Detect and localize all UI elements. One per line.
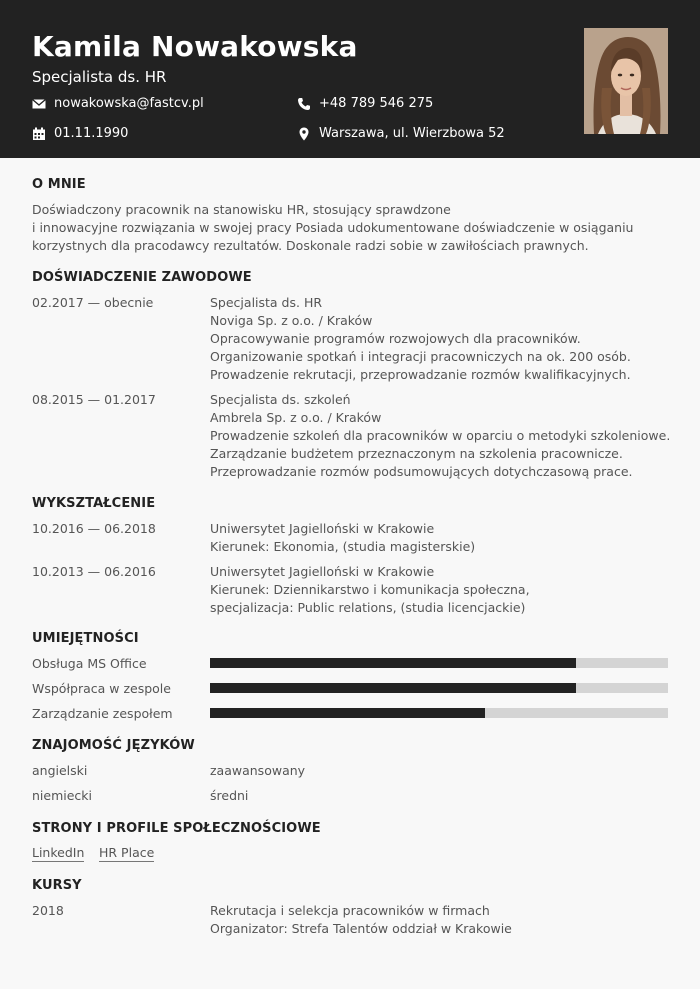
education-line: Uniwersytet Jagielloński w Krakowie — [210, 521, 435, 536]
skills-section-title: UMIEJĘTNOŚCI — [32, 631, 139, 646]
experience-line: Noviga Sp. z o.o. / Kraków — [210, 313, 373, 328]
education-line: Kierunek: Dziennikarstwo i komunikacja społeczna, — [210, 582, 530, 597]
calendar-icon — [32, 127, 46, 141]
education-line: specjalizacja: Public relations, (studia licencjackie) — [210, 600, 526, 615]
phone-text: +48 789 546 275 — [319, 96, 434, 111]
experience-line: Opracowywanie programów rozwojowych dla pracowników. — [210, 331, 581, 346]
profile-photo — [584, 28, 668, 134]
skill-bar — [210, 658, 668, 668]
course-year: 2018 — [32, 903, 64, 918]
resume-header — [0, 0, 700, 158]
birthdate-contact — [32, 126, 128, 141]
birthdate-text: 01.11.1990 — [54, 126, 129, 141]
experience-section-title: DOŚWIADCZENIE ZAWODOWE — [32, 270, 252, 285]
experience-period: 02.2017 — obecnie — [32, 295, 154, 310]
about-line: korzystnych dla pracodawcy rezultatów. Doskonale radzi sobie w zawiłościach prawnych. — [32, 238, 589, 253]
experience-line: Prowadzenie rekrutacji, przeprowadzanie rozmów kwalifikacyjnych. — [210, 367, 631, 382]
languages-section-title: ZNAJOMOŚĆ JĘZYKÓW — [32, 738, 195, 753]
profiles-section-title: STRONY I PROFILE SPOŁECZNOŚCIOWE — [32, 821, 321, 836]
about-section-title: O MNIE — [32, 177, 86, 192]
language-level: średni — [210, 788, 249, 803]
envelope-icon — [32, 97, 46, 111]
education-period: 10.2013 — 06.2016 — [32, 564, 156, 579]
course-line: Rekrutacja i selekcja pracowników w firmach — [210, 903, 490, 918]
about-line: i innowacyjne rozwiązania w swojej pracy Posiada udokumentowane doświadczenie w osiąganiu — [32, 220, 634, 235]
education-line: Kierunek: Ekonomia, (studia magisterskie) — [210, 539, 476, 554]
experience-line: Prowadzenie szkoleń dla pracowników w oparciu o metodyki szkoleniowe. — [210, 428, 671, 443]
experience-line: Organizowanie spotkań i integracji pracowniczych na ok. 200 osób. — [210, 349, 631, 364]
experience-line: Specjalista ds. HR — [210, 295, 323, 310]
skill-bar-fill — [210, 658, 576, 668]
portrait-image — [584, 28, 668, 134]
experience-line: Specjalista ds. szkoleń — [210, 392, 351, 407]
education-section-title: WYKSZTAŁCENIE — [32, 496, 156, 511]
email-contact — [32, 96, 204, 111]
skill-label: Obsługa MS Office — [32, 656, 147, 671]
experience-period: 08.2015 — 01.2017 — [32, 392, 156, 407]
about-line: Doświadczony pracownik na stanowisku HR, stosujący sprawdzone — [32, 202, 451, 217]
language-name: niemiecki — [32, 788, 93, 803]
course-line: Organizator: Strefa Talentów oddział w Krakowie — [210, 921, 512, 936]
skill-label: Współpraca w zespole — [32, 681, 171, 696]
skill-bar — [210, 683, 668, 693]
skill-bar-fill — [210, 708, 485, 718]
courses-section-title: KURSY — [32, 878, 82, 893]
location-pin-icon — [297, 127, 311, 141]
address-contact — [297, 126, 505, 141]
linkedin-link[interactable]: LinkedIn — [32, 845, 85, 860]
skill-bar — [210, 708, 668, 718]
language-name: angielski — [32, 763, 88, 778]
experience-line: Ambrela Sp. z o.o. / Kraków — [210, 410, 382, 425]
experience-line: Przeprowadzanie rozmów podsumowujących dotychczasową prace. — [210, 464, 633, 479]
phone-icon — [297, 97, 311, 111]
address-text: Warszawa, ul. Wierzbowa 52 — [319, 126, 505, 141]
language-level: zaawansowany — [210, 763, 306, 778]
candidate-role: Specjalista ds. HR — [32, 68, 167, 86]
education-period: 10.2016 — 06.2018 — [32, 521, 156, 536]
phone-contact — [297, 96, 433, 111]
skill-label: Zarządzanie zespołem — [32, 706, 173, 721]
candidate-name: Kamila Nowakowska — [32, 30, 358, 63]
skill-bar-fill — [210, 683, 576, 693]
experience-line: Zarządzanie budżetem przeznaczonym na szkolenia pracownicze. — [210, 446, 623, 461]
education-line: Uniwersytet Jagielloński w Krakowie — [210, 564, 435, 579]
hr-place-link[interactable]: HR Place — [99, 845, 155, 860]
email-text: nowakowska@fastcv.pl — [54, 96, 204, 111]
